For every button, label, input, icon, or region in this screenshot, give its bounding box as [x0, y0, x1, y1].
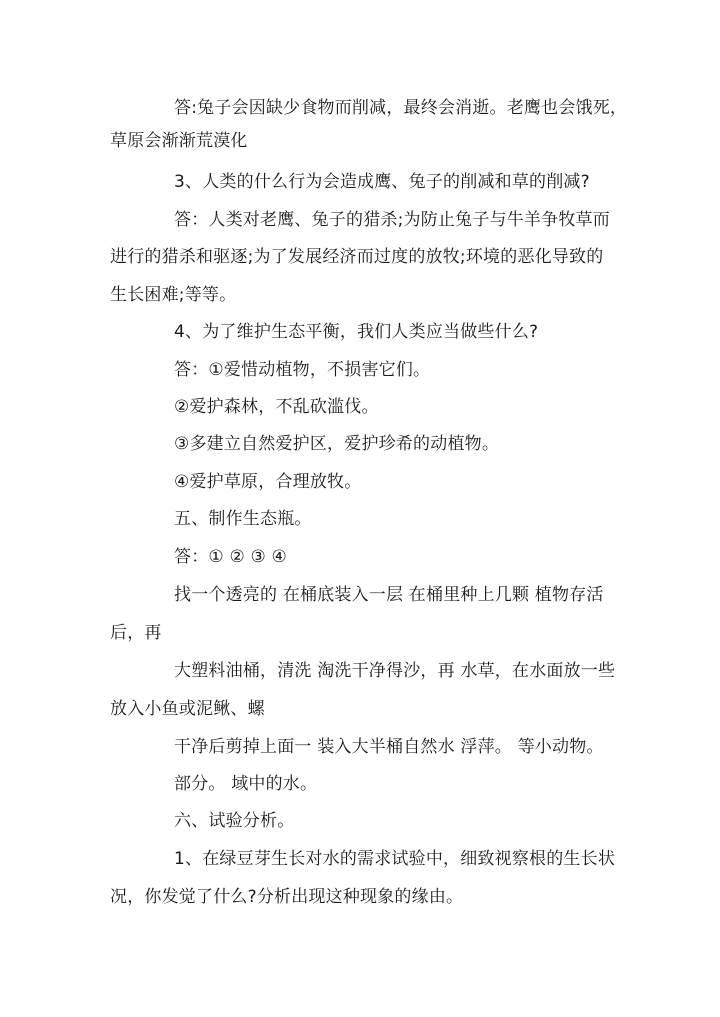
- answer-3-line-3: 生长困难;等等。: [110, 285, 237, 305]
- question-6-1-line-1: 1、在绿豆芽生长对水的需求试验中，细致视察根的生长状: [174, 849, 616, 869]
- answer-rabbit-line-1: 答:兔子会因缺少食物而削减，最终会消逝。老鹰也会饿死，: [174, 98, 628, 118]
- question-3: 3、人类的什么行为会造成鹰、兔子的削减和草的削减?: [174, 172, 590, 192]
- table-row-1: 找一个透亮的 在桶底装入一层 在桶里种上几颗 植物存活: [174, 585, 604, 605]
- answer-3-line-2: 进行的猎杀和驱逐;为了发展经济而过度的放牧;环境的恶化导致的: [110, 247, 604, 267]
- answer-rabbit-line-2: 草原会渐渐荒漠化: [110, 131, 248, 151]
- answer-4-item-1: 答：①爱惜动植物，不损害它们。: [174, 360, 431, 380]
- answer-4-item-2: ②爱护森林，不乱砍滥伐。: [174, 397, 379, 417]
- table-row-3: 干净后剪掉上面一 装入大半桶自然水 浮萍。 等小动物。: [174, 737, 604, 757]
- table-row-2-cont: 放入小鱼或泥鳅、螺: [110, 699, 265, 719]
- question-4: 4、为了维护生态平衡，我们人类应当做些什么?: [174, 322, 539, 342]
- table-row-2: 大塑料油桶，清洗 淘洗干净得沙，再 水草，在水面放一些: [174, 661, 616, 681]
- table-row-1-cont: 后，再: [110, 623, 162, 643]
- answer-3-line-1: 答：人类对老鹰、兔子的猎杀;为防止兔子与牛羊争牧草而: [174, 210, 610, 230]
- answer-4-item-3: ③多建立自然爱护区，爱护珍希的动植物。: [174, 434, 500, 454]
- section-5-heading: 五、制作生态瓶。: [174, 509, 312, 529]
- question-6-1-line-2: 况，你发觉了什么?分析出现这种现象的缘由。: [110, 887, 464, 907]
- answer-5: 答：① ② ③ ④: [174, 547, 287, 567]
- answer-4-item-4: ④爱护草原，合理放牧。: [174, 472, 362, 492]
- table-row-4: 部分。 域中的水。: [174, 774, 318, 794]
- section-6-heading: 六、试验分析。: [174, 811, 295, 831]
